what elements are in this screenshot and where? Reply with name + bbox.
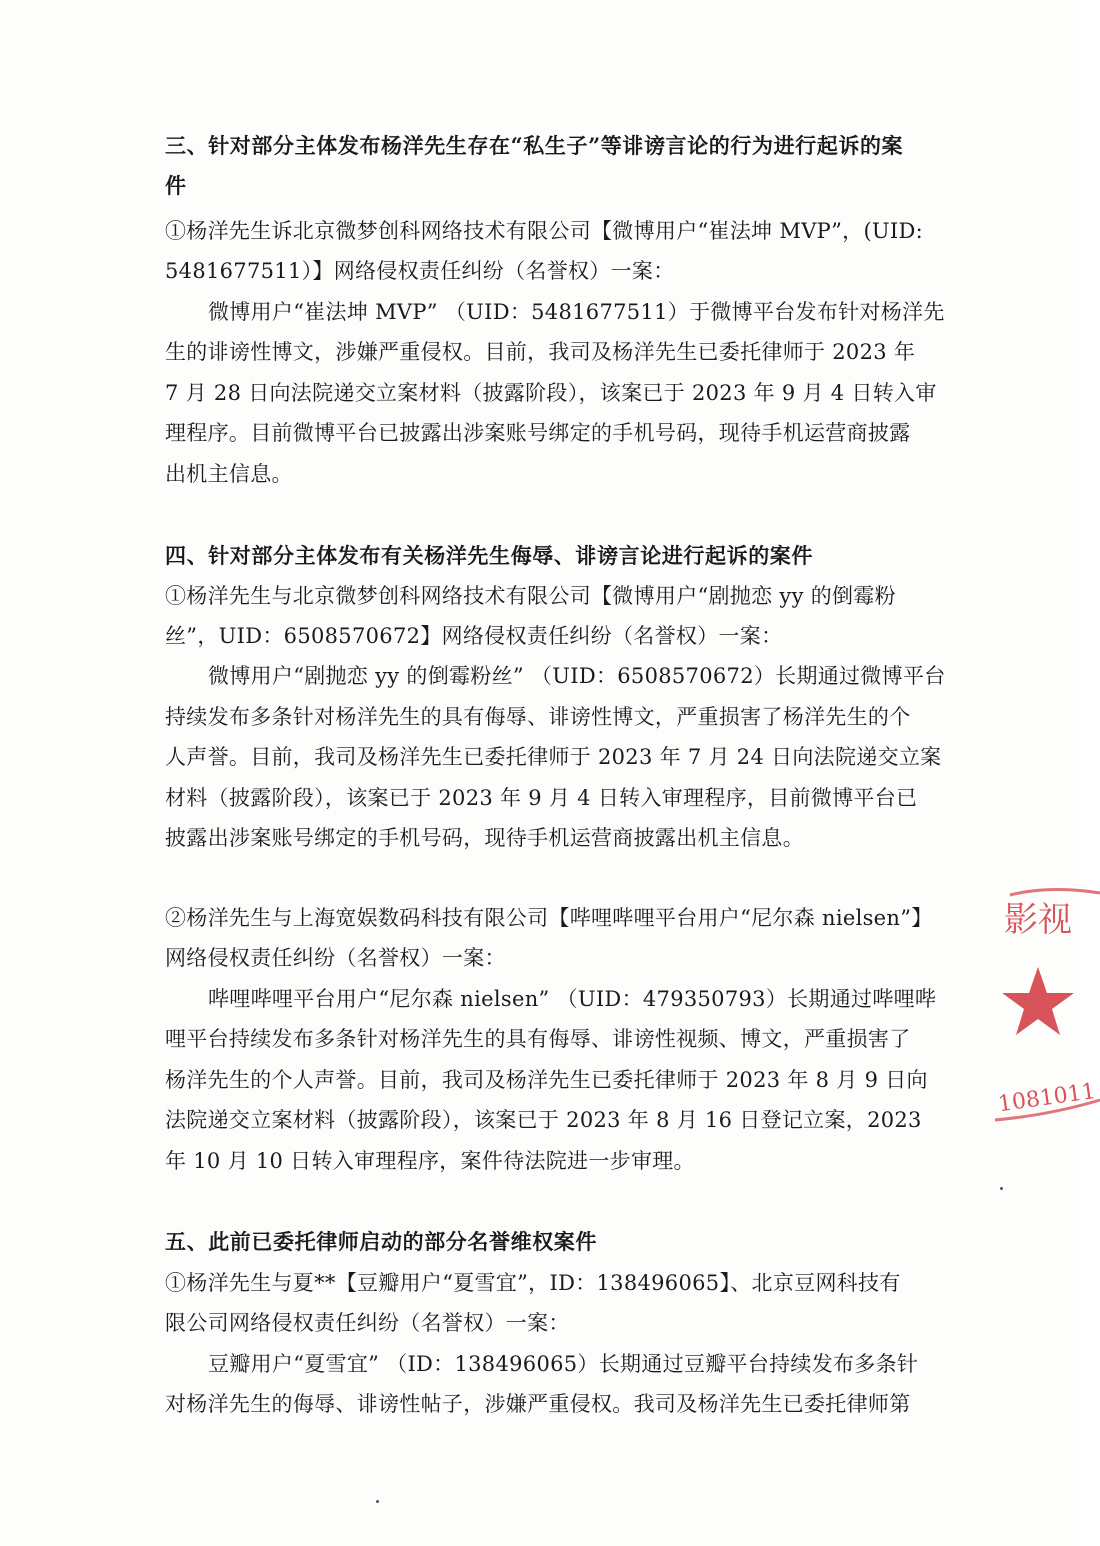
section3-heading: 三、针对部分主体发布杨洋先生存在“私生子”等诽谤言论的行为进行起诉的案 <box>165 133 904 158</box>
seal-star-icon <box>1002 967 1074 1035</box>
paragraph-line: 持续发布多条针对杨洋先生的具有侮辱、诽谤性博文，严重损害了杨洋先生的个 <box>165 705 911 729</box>
paragraph-line: 哩平台持续发布多条针对杨洋先生的具有侮辱、诽谤性视频、博文，严重损害了 <box>165 1027 911 1051</box>
paragraph-line: 年 10 月 10 日转入审理程序，案件待法院进一步审理。 <box>165 1149 695 1173</box>
section3-case1-title: ①杨洋先生诉北京微梦创科网络技术有限公司【微博用户“崔法坤 MVP”，(UID: <box>165 219 924 243</box>
section4-case2-title-cont: 网络侵权责任纠纷（名誉权）一案： <box>165 946 506 970</box>
section5-case1-title: ①杨洋先生与夏**【豆瓣用户“夏雪宜”，ID：138496065】、北京豆网科技有 <box>165 1271 901 1295</box>
paragraph-line: 法院递交立案材料（披露阶段），该案已于 2023 年 8 月 16 日登记立案，2023 <box>165 1108 922 1132</box>
section5-heading: 五、此前已委托律师启动的部分名誉维权案件 <box>165 1229 597 1254</box>
scan-speck <box>376 1500 379 1503</box>
paragraph-line: 微博用户“剧抛恋 yy 的倒霉粉丝” （UID：6508570672）长期通过微博平台 <box>208 664 946 688</box>
paragraph-line: 哔哩哔哩平台用户“尼尔森 nielsen” （UID：479350793）长期通过哔哩哔 <box>208 987 937 1011</box>
section4-case1-title: ①杨洋先生与北京微梦创科网络技术有限公司【微博用户“剧抛恋 yy 的倒霉粉 <box>165 584 896 608</box>
paragraph-line: 7 月 28 日向法院递交立案材料（披露阶段），该案已于 2023 年 9 月 4 日转入审 <box>165 381 937 405</box>
paragraph-line: 杨洋先生的个人声誉。目前，我司及杨洋先生已委托律师于 2023 年 8 月 9 日向 <box>165 1068 928 1092</box>
section4-case2-title: ②杨洋先生与上海宽娱数码科技有限公司【哔哩哔哩平台用户“尼尔森 nielsen”】 <box>165 906 933 930</box>
scan-speck <box>1000 1187 1003 1190</box>
section3-heading-cont: 件 <box>165 173 187 198</box>
section4-case1-title-cont: 丝”，UID：6508570672】网络侵权责任纠纷（名誉权）一案： <box>165 624 783 648</box>
seal-text-bottom: 1081011 <box>996 1078 1098 1118</box>
section4-heading: 四、针对部分主体发布有关杨洋先生侮辱、诽谤言论进行起诉的案件 <box>165 543 813 568</box>
paragraph-line: 材料（披露阶段），该案已于 2023 年 9 月 4 日转入审理程序，目前微博平台已 <box>165 786 918 810</box>
paragraph-line: 生的诽谤性博文，涉嫌严重侵权。目前，我司及杨洋先生已委托律师于 2023 年 <box>165 340 916 364</box>
seal-text-top: 影视 <box>1004 900 1072 940</box>
paragraph-line: 豆瓣用户“夏雪宜” （ID：138496065）长期通过豆瓣平台持续发布多条针 <box>208 1352 919 1376</box>
section5-case1-title-cont: 限公司网络侵权责任纠纷（名誉权）一案： <box>165 1311 570 1335</box>
company-seal <box>990 875 1100 1125</box>
section3-case1-title-cont: 5481677511）】网络侵权责任纠纷（名誉权）一案： <box>165 259 675 283</box>
paragraph-line: 出机主信息。 <box>165 462 293 486</box>
paragraph-line: 披露出涉案账号绑定的手机号码，现待手机运营商披露出机主信息。 <box>165 826 804 850</box>
paragraph-line: 人声誉。目前，我司及杨洋先生已委托律师于 2023 年 7 月 24 日向法院递交立案 <box>165 745 942 769</box>
paragraph-line: 对杨洋先生的侮辱、诽谤性帖子，涉嫌严重侵权。我司及杨洋先生已委托律师第 <box>165 1392 911 1416</box>
paragraph-line: 微博用户“崔法坤 MVP” （UID：5481677511）于微博平台发布针对杨洋先 <box>208 300 945 324</box>
paragraph-line: 理程序。目前微博平台已披露出涉案账号绑定的手机号码，现待手机运营商披露 <box>165 421 911 445</box>
